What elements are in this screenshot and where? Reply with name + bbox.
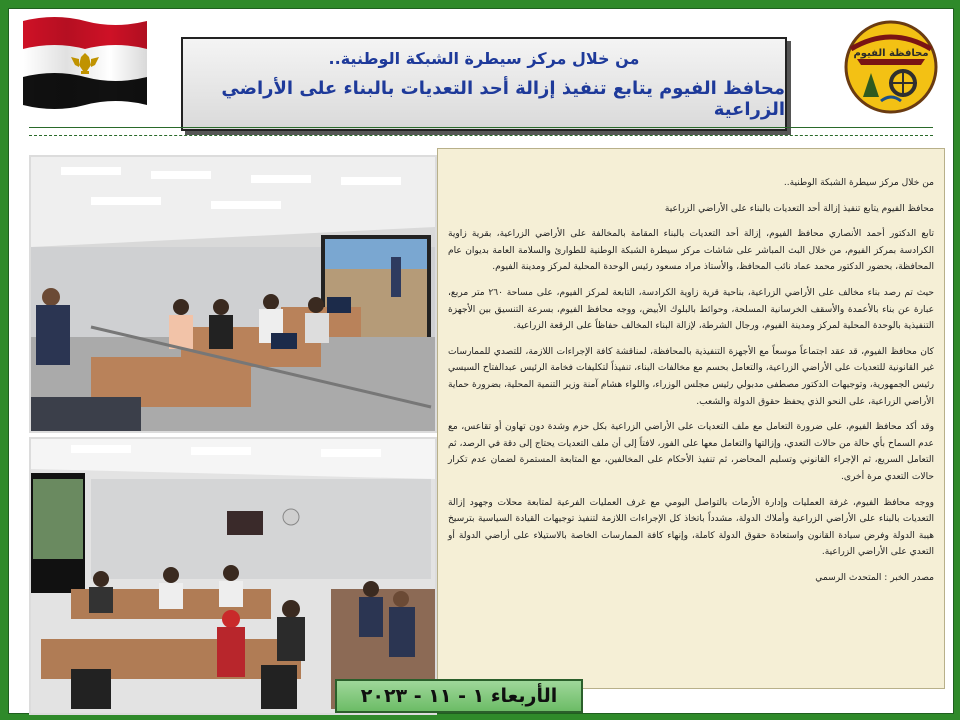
header-divider-dashed	[29, 135, 933, 136]
article-paragraph: ووجه محافظ الفيوم، غرفة العمليات وإدارة الأزمات بالتواصل اليومي مع غرف العمليات الفرعية لمتابعة محلات وجهود إزالة التعديات بالبناء على الأراضي الزراعية وأملاك الدولة، مشدداً باتخاذ كل الإجراءات اللازمة لتنفيذ توجيهات القيادة السياسية بترسيخ هيبة الدولة وفرض سيادة القانون واستعادة حقوق الدولة كاملة، وإنهاء كافة الممارسات الخاصة بالاستيلاء على أراضي الدولة أو التعدي على الأراضي الزراعية.	[448, 497, 934, 558]
control-room-photo-2	[29, 437, 437, 715]
article-paragraph: حيث تم رصد بناء مخالف على الأراضي الزراعية، بناحية قرية زاوية الكرادسة، التابعة لمركز الفيوم، على مساحة ٢٦٠ متر مربع، عبارة عن بناء بالأعمدة والأسقف الخرسانية المسلحة، وحوائط بالبلوك الأبيض، ووجه محافظ الفيوم، بسرعة التنسيق بين الأجهزة التنفيذية بالوحدة المحلية لمركز ومدينة الفيوم، ورجال الشرطة، لإزالة البناء المخالف حفاظاً على الرقعة الزراعية.	[448, 287, 935, 332]
article-subtitle: محافظ الفيوم يتابع تنفيذ إزالة أحد التعديات بالبناء على الأراضي الزراعية	[664, 203, 934, 214]
control-room-photo-2-drawing	[31, 439, 435, 713]
article-paragraph: تابع الدكتور أحمد الأنصاري محافظ الفيوم، إزالة أحد التعديات بالبناء المقامة بالمخالفة على الأراضي الزراعية، بقرية زاوية الكرادسة بمركز الفيوم، من خلال البث المباشر على شاشات مركز سيطرة الشبكة الوطنية للطوارئ والسلامة العامة بديوان عام المحافظة، بحضور الدكتور محمد عماد نائب المحافظ، والأستاذ مراد مسعود رئيس الوحدة المحلية لمركز ومدينة الفيوم.	[448, 229, 934, 273]
date-banner: الأربعاء ١ - ١١ - ٢٠٢٣	[335, 679, 583, 713]
article-panel	[437, 148, 945, 689]
article-paragraph: كان محافظ الفيوم، قد عقد اجتماعاً موسعاً مع الأجهزة التنفيذية بالمحافظة، لمناقشة كافة الإجراءات اللازمة، للتصدي للممارسات غير القانونية للتعديات على الأراضي الزراعية، والتعامل بحسم مع مخالفات البناء، تنفيذاً لتكليفات فخامة الرئيس عبدالفتاح السيسي رئيس الجمهورية، وتوجيهات الدكتور مصطفى مدبولي رئيس مجلس الوزراء، واللواء هشام آمنة وزير التنمية المحلية، بضرورة حماية الأراضي الزراعية، على النحو الذي يحفظ حقوق الدولة والشعب.	[448, 346, 934, 407]
article-source: مصدر الخبر : المتحدث الرسمي	[815, 572, 934, 583]
fayoum-governorate-logo-icon	[841, 19, 941, 115]
header-divider	[29, 127, 933, 128]
control-room-photo-1	[29, 155, 437, 433]
header-title-box	[181, 37, 787, 131]
header-title-line2: محافظ الفيوم يتابع تنفيذ إزالة أحد التعديات بالبناء على الأراضي الزراعية	[221, 77, 785, 120]
header-title-line1: من خلال مركز سيطرة الشبكة الوطنية..	[328, 48, 640, 68]
page-frame	[8, 8, 954, 714]
control-room-photo-1-drawing	[31, 157, 435, 431]
logo-text: محافظة الفيوم	[853, 48, 929, 59]
article-paragraph: وقد أكد محافظ الفيوم، على ضرورة التعامل مع ملف التعديات على الأراضي الزراعية بكل حزم وشدة دون تهاون أو تقاعس، مع عدم السماح بأي حالة من حالات التعدي، وإزالتها والتعامل معها على الفور، لافتاً إلى أن ملف التعديات يحتاج إلى دقة في الرصد، ثم التعامل السريع، ثم الإجراء القانوني وتسليم المحاضر، ثم تنفيذ الأحكام على المخالفين، مع المتابعة المستمرة لضمان عدم تكرار حالات التعدي مرة أخرى.	[448, 422, 934, 482]
article-intro: من خلال مركز سيطرة الشبكة الوطنية..	[783, 178, 934, 188]
egypt-flag-icon	[19, 13, 151, 109]
